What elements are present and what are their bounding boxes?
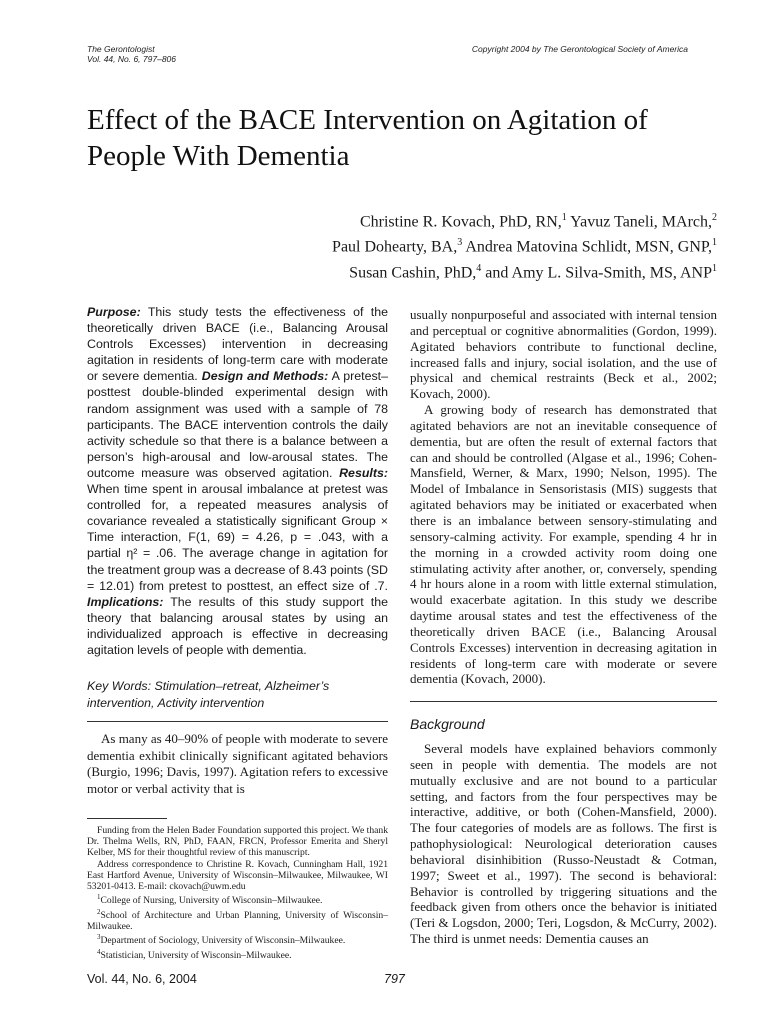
intro-paragraph: As many as 40–90% of people with moderate to severe dementia exhibit clinically significant agitated behaviors (Burgio, 1996; Davis, 1997). Agitation refers to excessive motor or verbal activity that is (87, 731, 389, 796)
author-line-3: Susan Cashin, PhD,$^4$ and Amy L. Silva-Smith, MS, ANP$^1$ (349, 262, 717, 281)
results-label: Results: (339, 465, 388, 480)
background-paragraph: Several models have explained behaviors commonly seen in people with dementia. The models are not mutually exclusive and are not bound to a particular setting, and factors from the four perspectives may be interactive, additive, or both (Cohen-Mansfield, 2000). The four categories of models are as follows. The first is pathophysiological: Neurological deterioration causes behavioral disinhibition (Russo-Neustadt & Cotman, 1997; Sweet et al., 1997). The second is behavioral: Behavior is controlled by triggering situations and the feedback given from others once the behavior is initiated (Teri & Logsdon, 2000; Teri, Logsdon, & McCurry, 2002). The third is unmet needs: Dementia causes an (410, 741, 717, 947)
body-paragraph-2: A growing body of research has demonstrated that agitated behaviors are not an inevitable consequence of dementia, but are often the result of external factors that can and should be controlled (Algase et al., 1996; Cohen-Mansfield, Werner, & Marx, 1990; Nelson, 1995). The Model of Imbalance in Sensoristasis (MIS) suggests that agitated behaviors may be initiated or exacerbated when there is an imbalance between sensory-stimulating and sensory-calming activity. For example, spending 4 hr in the morning in a crowded activity room doing one stimulating activity after another, or, conversely, spending 4 hr hours alone in a room with little external stimulation, would exacerbate agitation. In this study we describe daytime arousal states and test the effectiveness of the theoretically driven BACE (i.e., Balancing Arousal Controls Excesses) intervention in decreasing agitation in residents of long-term care with moderate or severe dementia (Kovach, 2000). (410, 402, 717, 687)
affiliation-4: $^4$Statistician, University of Wisconsin–Milwaukee. (97, 947, 292, 961)
results-text: When time spent in arousal imbalance at pretest was controlled for, a repeated measures analysis of covariance revealed a statistically significant Group × Time interaction, F(1, 69) = 4.26, p = .043, with a partial η² = .06. The average change in agitation for the treatment group was a decrease of 8.43 points (SD = 12.01) from pretest to posttest, an effect size of .7. (87, 482, 388, 593)
key-words: Key Words: Stimulation–retreat, Alzheimer’s intervention, Activity intervention (87, 679, 330, 710)
section-divider (410, 701, 717, 702)
copyright-notice: Copyright 2004 by The Gerontological Society of America (471, 44, 688, 54)
journal-name: The Gerontologist (87, 44, 155, 54)
affiliation-3: $^3$Department of Sociology, University of Wisconsin–Milwaukee. (97, 933, 346, 947)
right-column (410, 307, 717, 687)
body-paragraph-1: usually nonpurposeful and associated with internal tension and perceptual or cognitive abnormalities (Gordon, 1999). Agitated behaviors contribute to functional decline, increased falls and injury, social isolation, and the use of physical and chemical restraints (Beck et al., 2002; Kovach, 2000). (410, 307, 717, 402)
footer-volume: Vol. 44, No. 6, 2004 (87, 972, 197, 986)
volume-pages: Vol. 44, No. 6, 797–806 (87, 54, 177, 64)
funding-note: Funding from the Helen Bader Foundation supported this project. We thank Dr. Thelma Wells, RN, PhD, FAAN, FRCN, Professor Emerita and Sheryl Kelber, MS for their thoughtful review of this manuscript. (87, 825, 388, 859)
design-text: A pretest–posttest double-blinded experimental design with random assignment was used with a sample of 78 participants. The BACE intervention controls the daily activity schedule so that there is a balance between a person’s high-arousal and low-arousal states. The outcome measure was observed agitation. (87, 369, 388, 480)
footnotes (87, 825, 388, 961)
purpose-text: This study tests the effectiveness of the theoretically driven BACE (i.e., Balancing Arousal Controls Excesses) intervention in decreasing agitation in residents of long-term care with moderate or severe dementia. (87, 305, 388, 384)
purpose-label: Purpose: (87, 305, 141, 319)
author-line-1: Christine R. Kovach, PhD, RN,$^1$ Yavuz Taneli, MArch,$^2$ (359, 212, 717, 231)
footnote-divider (87, 818, 167, 819)
author-line-2: Paul Dohearty, BA,$^3$ Andrea Matovina Schlidt, MSN, GNP,$^1$ (332, 237, 717, 256)
running-header-left (87, 44, 176, 64)
affiliation-1: $^1$College of Nursing, University of Wisconsin–Milwaukee. (97, 893, 323, 907)
affiliation-2: $^2$School of Architecture and Urban Planning, University of Wisconsin–Milwaukee. (87, 907, 388, 932)
abstract-divider (87, 721, 388, 722)
author-list (157, 207, 717, 283)
article-title: Effect of the BACE Intervention on Agitation of People With Dementia (87, 104, 648, 172)
design-label: Design and Methods: (201, 369, 329, 384)
implications-label: Implications: (87, 594, 164, 609)
page-number: 797 (384, 972, 405, 986)
background-heading: Background (410, 716, 485, 732)
correspondence-note: Address correspondence to Christine R. Kovach, Cunningham Hall, 1921 East Hartford Avenue, University of Wisconsin–Milwaukee, Milwaukee, WI 53201-0413. E-mail: ckovach@uwm.edu (87, 858, 388, 893)
implications-text: The results of this study support the theory that balancing arousal states by using an individualized approach is effective in decreasing agitation levels of people with dementia. (87, 594, 388, 657)
abstract (87, 304, 388, 658)
